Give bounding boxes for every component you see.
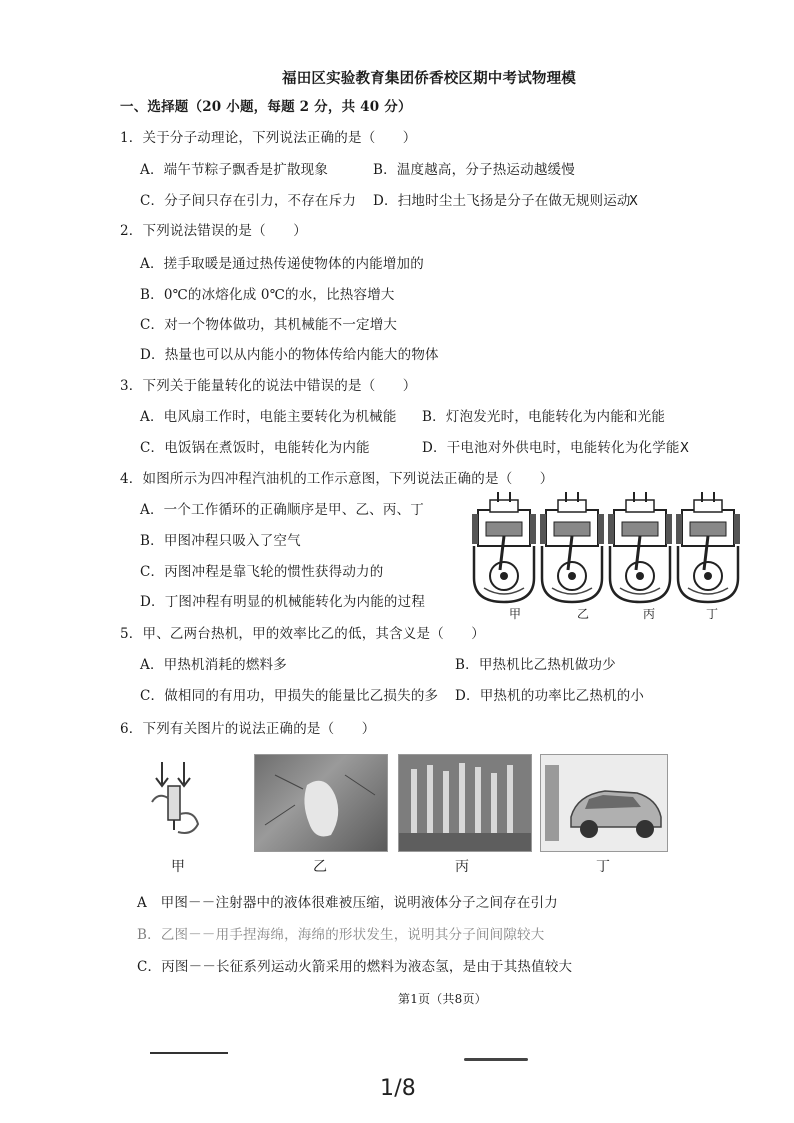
page-title: 福田区实验教育集团侨香校区期中考试物理模 xyxy=(282,70,576,87)
question-3-option-c: C．电饭锅在煮饭时，电能转化为内能 xyxy=(140,440,370,456)
question-5-option-b: B．甲热机比乙热机做功少 xyxy=(455,657,616,673)
question-2-stem: 2．下列说法错误的是（ ） xyxy=(120,223,307,239)
scan-artifact-right xyxy=(464,1058,528,1061)
question-6-option-b: B．乙图－－用手捏海绵，海绵的形状发生，说明其分子间间隙较大 xyxy=(137,927,545,943)
question-2-option-b: B．0℃的冰熔化成 0℃的水，比热容增大 xyxy=(140,287,395,303)
question-6-option-c: C．丙图－－长征系列运动火箭采用的燃料为液态氢，是由于其热值较大 xyxy=(137,959,573,975)
syringe-figure xyxy=(148,758,208,842)
figure-label-jia: 甲 xyxy=(171,859,186,875)
question-1-handwritten-mark: X xyxy=(629,194,639,209)
question-5-option-d: D．甲热机的功率比乙热机的小 xyxy=(455,688,645,704)
sponge-photo xyxy=(254,754,388,852)
engine-label-yi: 乙 xyxy=(577,607,590,621)
figure-label-ding: 丁 xyxy=(596,859,611,875)
engine-label-bing: 丙 xyxy=(643,607,656,621)
question-6-option-a: A 甲图－－注射器中的液体很难被压缩，说明液体分子之间存在引力 xyxy=(137,895,558,911)
question-1-option-a: A．端午节粽子飘香是扩散现象 xyxy=(140,162,329,178)
question-3-option-d: D．干电池对外供电时，电能转化为化学能 xyxy=(422,440,680,456)
engine-label-jia: 甲 xyxy=(509,607,522,621)
question-4-stem: 4．如图所示为四冲程汽油机的工作示意图，下列说法正确的是（ ） xyxy=(120,471,554,487)
question-6-stem: 6．下列有关图片的说法正确的是（ ） xyxy=(120,721,376,737)
question-5-option-c: C．做相同的有用功，甲损失的能量比乙损失的多 xyxy=(140,688,439,704)
question-4-option-d: D．丁图冲程有明显的机械能转化为内能的过程 xyxy=(140,594,426,610)
question-4-option-c: C．丙图冲程是靠飞轮的惯性获得动力的 xyxy=(140,564,384,580)
car-photo xyxy=(540,754,668,852)
question-3-stem: 3．下列关于能量转化的说法中错误的是（ ） xyxy=(120,378,417,394)
question-3-handwritten-mark: X xyxy=(680,441,690,456)
question-2-option-a: A．搓手取暖是通过热传递使物体的内能增加的 xyxy=(140,256,424,272)
question-3-option-b: B．灯泡发光时，电能转化为内能和光能 xyxy=(422,409,666,425)
question-2-option-d: D．热量也可以从内能小的物体传给内能大的物体 xyxy=(140,347,439,363)
page-indicator: 1/8 xyxy=(380,1076,417,1101)
four-stroke-engine-diagram xyxy=(470,490,740,620)
scan-artifact-left xyxy=(150,1052,228,1054)
question-1-option-d: D．扫地时尘土飞扬是分子在做无规则运动 xyxy=(373,193,631,209)
question-4-option-a: A．一个工作循环的正确顺序是甲、乙、丙、丁 xyxy=(140,502,424,518)
question-5-option-a: A．甲热机消耗的燃料多 xyxy=(140,657,287,673)
question-4-option-b: B．甲图冲程只吸入了空气 xyxy=(140,533,301,549)
engine-label-ding: 丁 xyxy=(706,607,719,621)
question-2-option-c: C．对一个物体做功，其机械能不一定增大 xyxy=(140,317,398,333)
figure-label-yi: 乙 xyxy=(313,859,328,875)
question-5-stem: 5．甲、乙两台热机，甲的效率比乙的低，其含义是（ ） xyxy=(120,626,485,642)
page-footer: 第1页（共8页） xyxy=(398,992,487,1006)
question-1-stem: 1．关于分子动理论，下列说法正确的是（ ） xyxy=(120,130,417,146)
question-1-option-b: B．温度越高，分子热运动越缓慢 xyxy=(373,162,575,178)
rocket-launch-photo xyxy=(398,754,532,852)
section-heading: 一、选择题（20 小题，每题 2 分，共 40 分） xyxy=(120,99,412,115)
question-3-option-a: A．电风扇工作时，电能主要转化为机械能 xyxy=(140,409,397,425)
figure-label-bing: 丙 xyxy=(455,859,470,875)
question-1-option-c: C．分子间只存在引力，不存在斥力 xyxy=(140,193,357,209)
